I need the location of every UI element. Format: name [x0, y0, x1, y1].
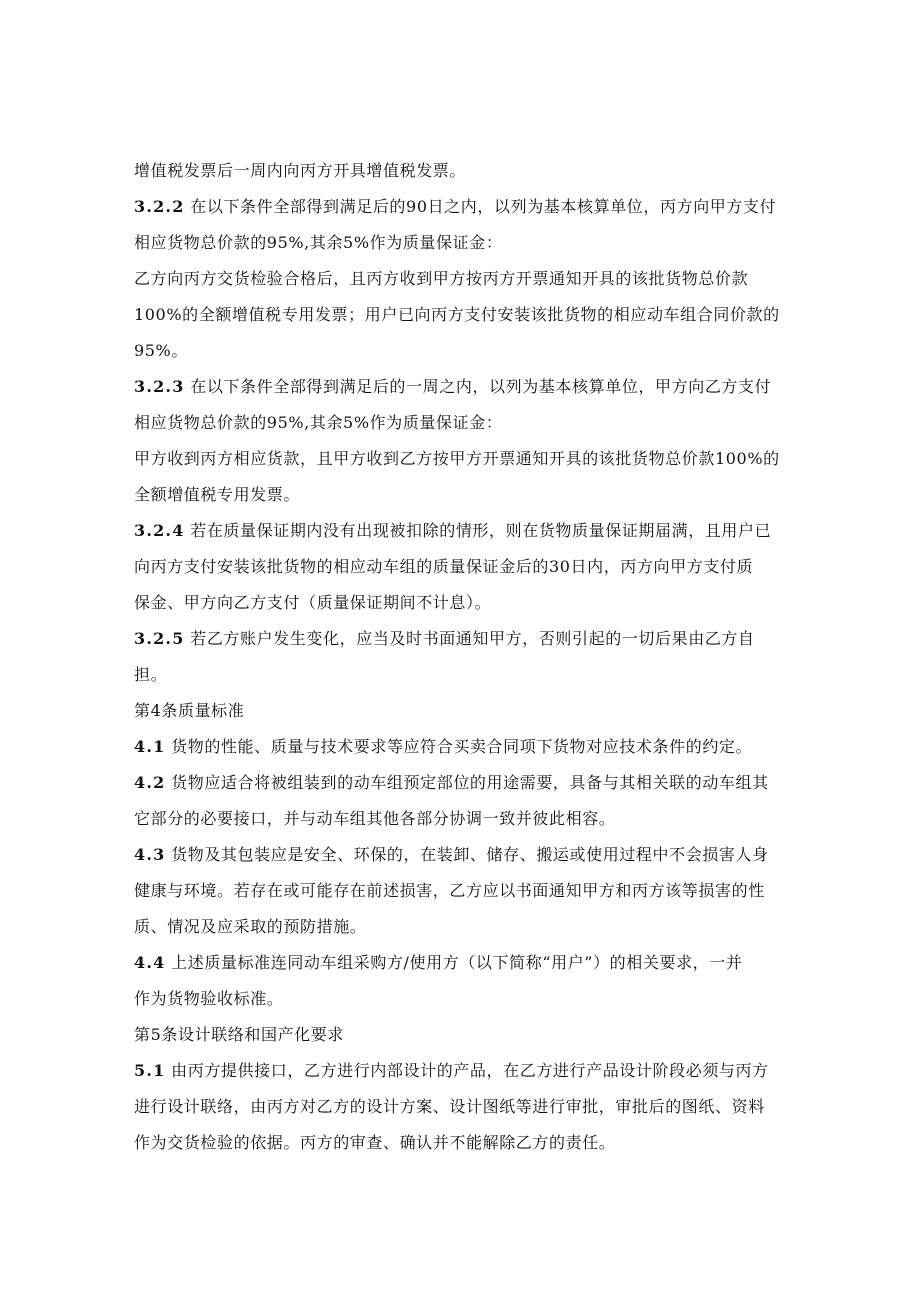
clause-number: 4.1: [134, 737, 166, 756]
text-line: 健康与环境。若存在或可能存在前述损害，乙方应以书面通知甲方和丙方该等损害的性: [134, 881, 765, 900]
text-line: 它部分的必要接口，并与动车组其他各部分协调一致并彼此相容。: [134, 809, 616, 828]
text-line: 相应货物总价款的95%,其余5%作为质量保证金：: [134, 413, 503, 432]
clause-4-3: 4.3 货物及其包装应是安全、环保的，在装卸、储存、搬运或使用过程中不会损害人身: [134, 845, 769, 864]
text-line: 担。: [134, 665, 168, 684]
section-heading-4: 第4条质量标准: [134, 701, 245, 720]
clause-3-2-4: 3.2.4 若在质量保证期内没有出现被扣除的情形，则在货物质量保证期届满，且用户已: [134, 521, 772, 540]
text-line: 质、情况及应采取的预防措施。: [134, 917, 367, 936]
clause-3-2-5: 3.2.5 若乙方账户发生变化，应当及时书面通知甲方，否则引起的一切后果由乙方自: [134, 629, 755, 648]
document-body: [134, 156, 789, 1164]
clause-number: 4.2: [134, 773, 166, 792]
text-line: 进行设计联络，由丙方对乙方的设计方案、设计图纸等进行审批，审批后的图纸、资料: [134, 1097, 765, 1116]
section-heading-5: 第5条设计联络和国产化要求: [134, 1025, 344, 1044]
clause-number: 4.4: [134, 953, 166, 972]
clause-number: 4.3: [134, 845, 166, 864]
clause-3-2-2: 3.2.2 在以下条件全部得到满足后的90日之内，以列为基本核算单位，丙方向甲方支付: [134, 197, 777, 216]
text-line: 95%。: [134, 341, 188, 360]
clause-number: 3.2.5: [134, 629, 185, 648]
text-line: 作为交货检验的依据。丙方的审查、确认并不能解除乙方的责任。: [134, 1133, 616, 1152]
clause-4-2: 4.2 货物应适合将被组装到的动车组预定部位的用途需要，具备与其相关联的动车组其: [134, 773, 769, 792]
clause-3-2-3: 3.2.3 在以下条件全部得到满足后的一周之内，以列为基本核算单位，甲方向乙方支付: [134, 377, 772, 396]
text-line: 100%的全额增值税专用发票；用户已向丙方支付安装该批货物的相应动车组合同价款的: [134, 305, 780, 324]
text-line: 向丙方支付安装该批货物的相应动车组的质量保证金后的30日内，丙方向甲方支付质: [134, 557, 754, 576]
text-line: 全额增值税专用发票。: [134, 485, 301, 504]
text-line: 甲方收到丙方相应货款，且甲方收到乙方按甲方开票通知开具的该批货物总价款100%的: [134, 449, 780, 468]
clause-4-4: 4.4 上述质量标准连同动车组采购方/使用方（以下简称“用户”）的相关要求，一并: [134, 953, 743, 972]
text-line: 乙方向丙方交货检验合格后，且丙方收到甲方按丙方开票通知开具的该批货物总价款: [134, 269, 749, 288]
text-line: 作为货物验收标准。: [134, 989, 284, 1008]
clause-number: 5.1: [134, 1061, 166, 1080]
text-line: 相应货物总价款的95%,其余5%作为质量保证金：: [134, 233, 503, 252]
text-line: 保金、甲方向乙方支付（质量保证期间不计息）。: [134, 593, 492, 612]
clause-number: 3.2.4: [134, 521, 185, 540]
clause-4-1: 4.1 货物的性能、质量与技术要求等应符合买卖合同项下货物对应技术条件的约定。: [134, 737, 753, 756]
clause-number: 3.2.3: [134, 377, 185, 396]
text-line: 增值税发票后一周内向丙方开具增值税发票。: [134, 161, 467, 180]
clause-number: 3.2.2: [134, 197, 185, 216]
clause-5-1: 5.1 由丙方提供接口，乙方进行内部设计的产品，在乙方进行产品设计阶段必须与丙方: [134, 1061, 769, 1080]
